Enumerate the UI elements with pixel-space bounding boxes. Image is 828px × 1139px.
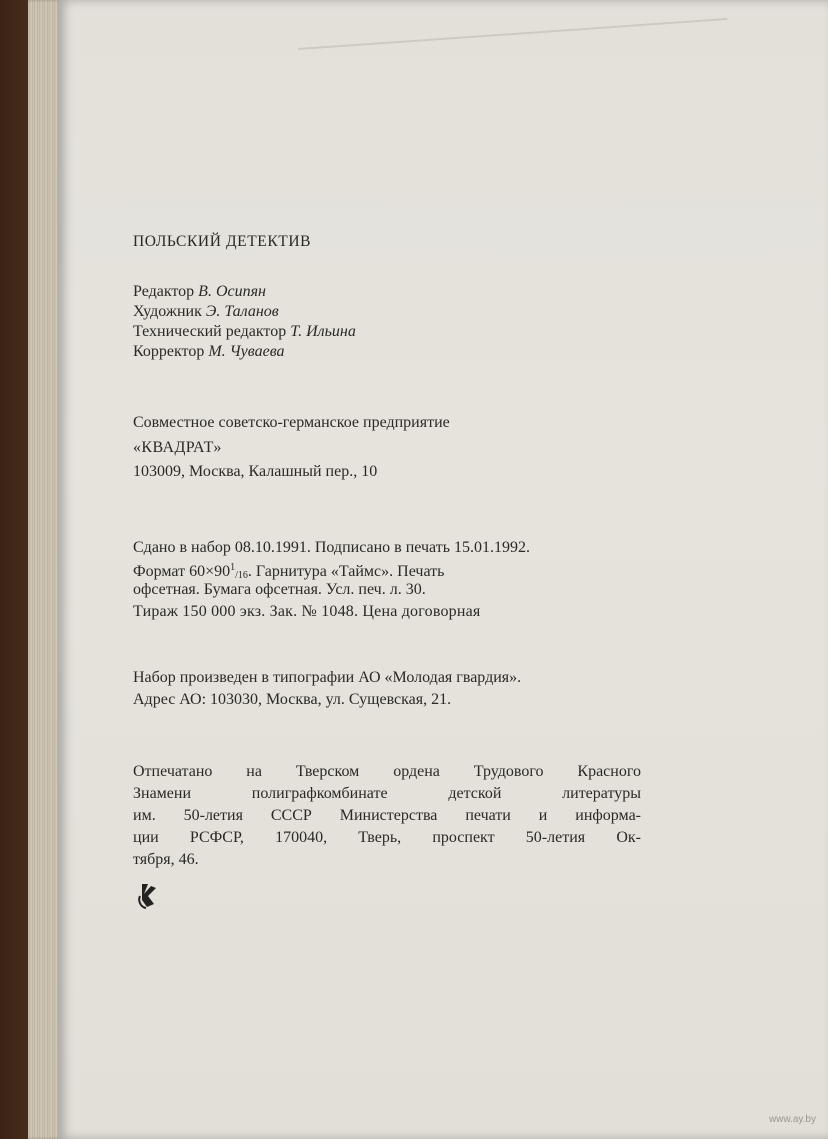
typesetting-info: Набор произведен в типографии АО «Молодая гвардия». bbox=[133, 669, 522, 686]
publisher-address: 103009, Москва, Калашный пер., 10 bbox=[133, 463, 378, 480]
printer-logo-icon bbox=[136, 880, 162, 910]
credit-name: Т. Ильина bbox=[290, 323, 356, 340]
credit-proofreader bbox=[133, 342, 285, 362]
format-sup: 1 bbox=[230, 562, 236, 573]
credit-name: В. Осипян bbox=[198, 283, 266, 300]
credit-artist bbox=[133, 302, 279, 322]
print-dates: Сдано в набор 08.10.1991. Подписано в печать 15.01.1992. bbox=[133, 539, 530, 556]
credit-role: Художник bbox=[133, 303, 202, 320]
paper-crease bbox=[298, 18, 727, 50]
book-page-edges bbox=[28, 0, 62, 1139]
format-suffix: . Гарнитура «Таймс». Печать bbox=[247, 563, 445, 580]
credit-role: Редактор bbox=[133, 283, 195, 300]
credit-role: Технический редактор bbox=[133, 323, 287, 340]
site-watermark: www.ay.by bbox=[768, 1114, 816, 1125]
printing-line: им. 50-летия СССР Министерства печати и информа- bbox=[133, 807, 641, 824]
format-prefix: Формат 60×90 bbox=[133, 563, 231, 580]
publisher-name: «КВАДРАТ» bbox=[133, 439, 222, 456]
print-paper: офсетная. Бумага офсетная. Усл. печ. л. 30. bbox=[133, 581, 426, 598]
format-sub: /16 bbox=[235, 570, 248, 581]
credit-name: Э. Таланов bbox=[205, 303, 279, 320]
printing-line: ции РСФСР, 170040, Тверь, проспект 50-летия Ок- bbox=[133, 829, 641, 846]
credit-tech-editor bbox=[133, 322, 356, 342]
book-title: ПОЛЬСКИЙ ДЕТЕКТИВ bbox=[133, 233, 312, 250]
printing-line: тября, 46. bbox=[133, 851, 199, 868]
credit-name: М. Чуваева bbox=[208, 343, 285, 360]
print-run: Тираж 150 000 экз. Зак. № 1048. Цена договорная bbox=[133, 603, 481, 620]
printing-line: Знамени полиграфкомбинате детской литературы bbox=[133, 785, 641, 802]
credit-editor bbox=[133, 282, 266, 302]
credit-role: Корректор bbox=[133, 343, 205, 360]
publisher-type: Совместное советско-германское предприятие bbox=[133, 414, 450, 431]
typesetting-address: Адрес АО: 103030, Москва, ул. Сущевская, 21. bbox=[133, 691, 452, 708]
printing-line: Отпечатано на Тверском ордена Трудового Красного bbox=[133, 763, 641, 780]
